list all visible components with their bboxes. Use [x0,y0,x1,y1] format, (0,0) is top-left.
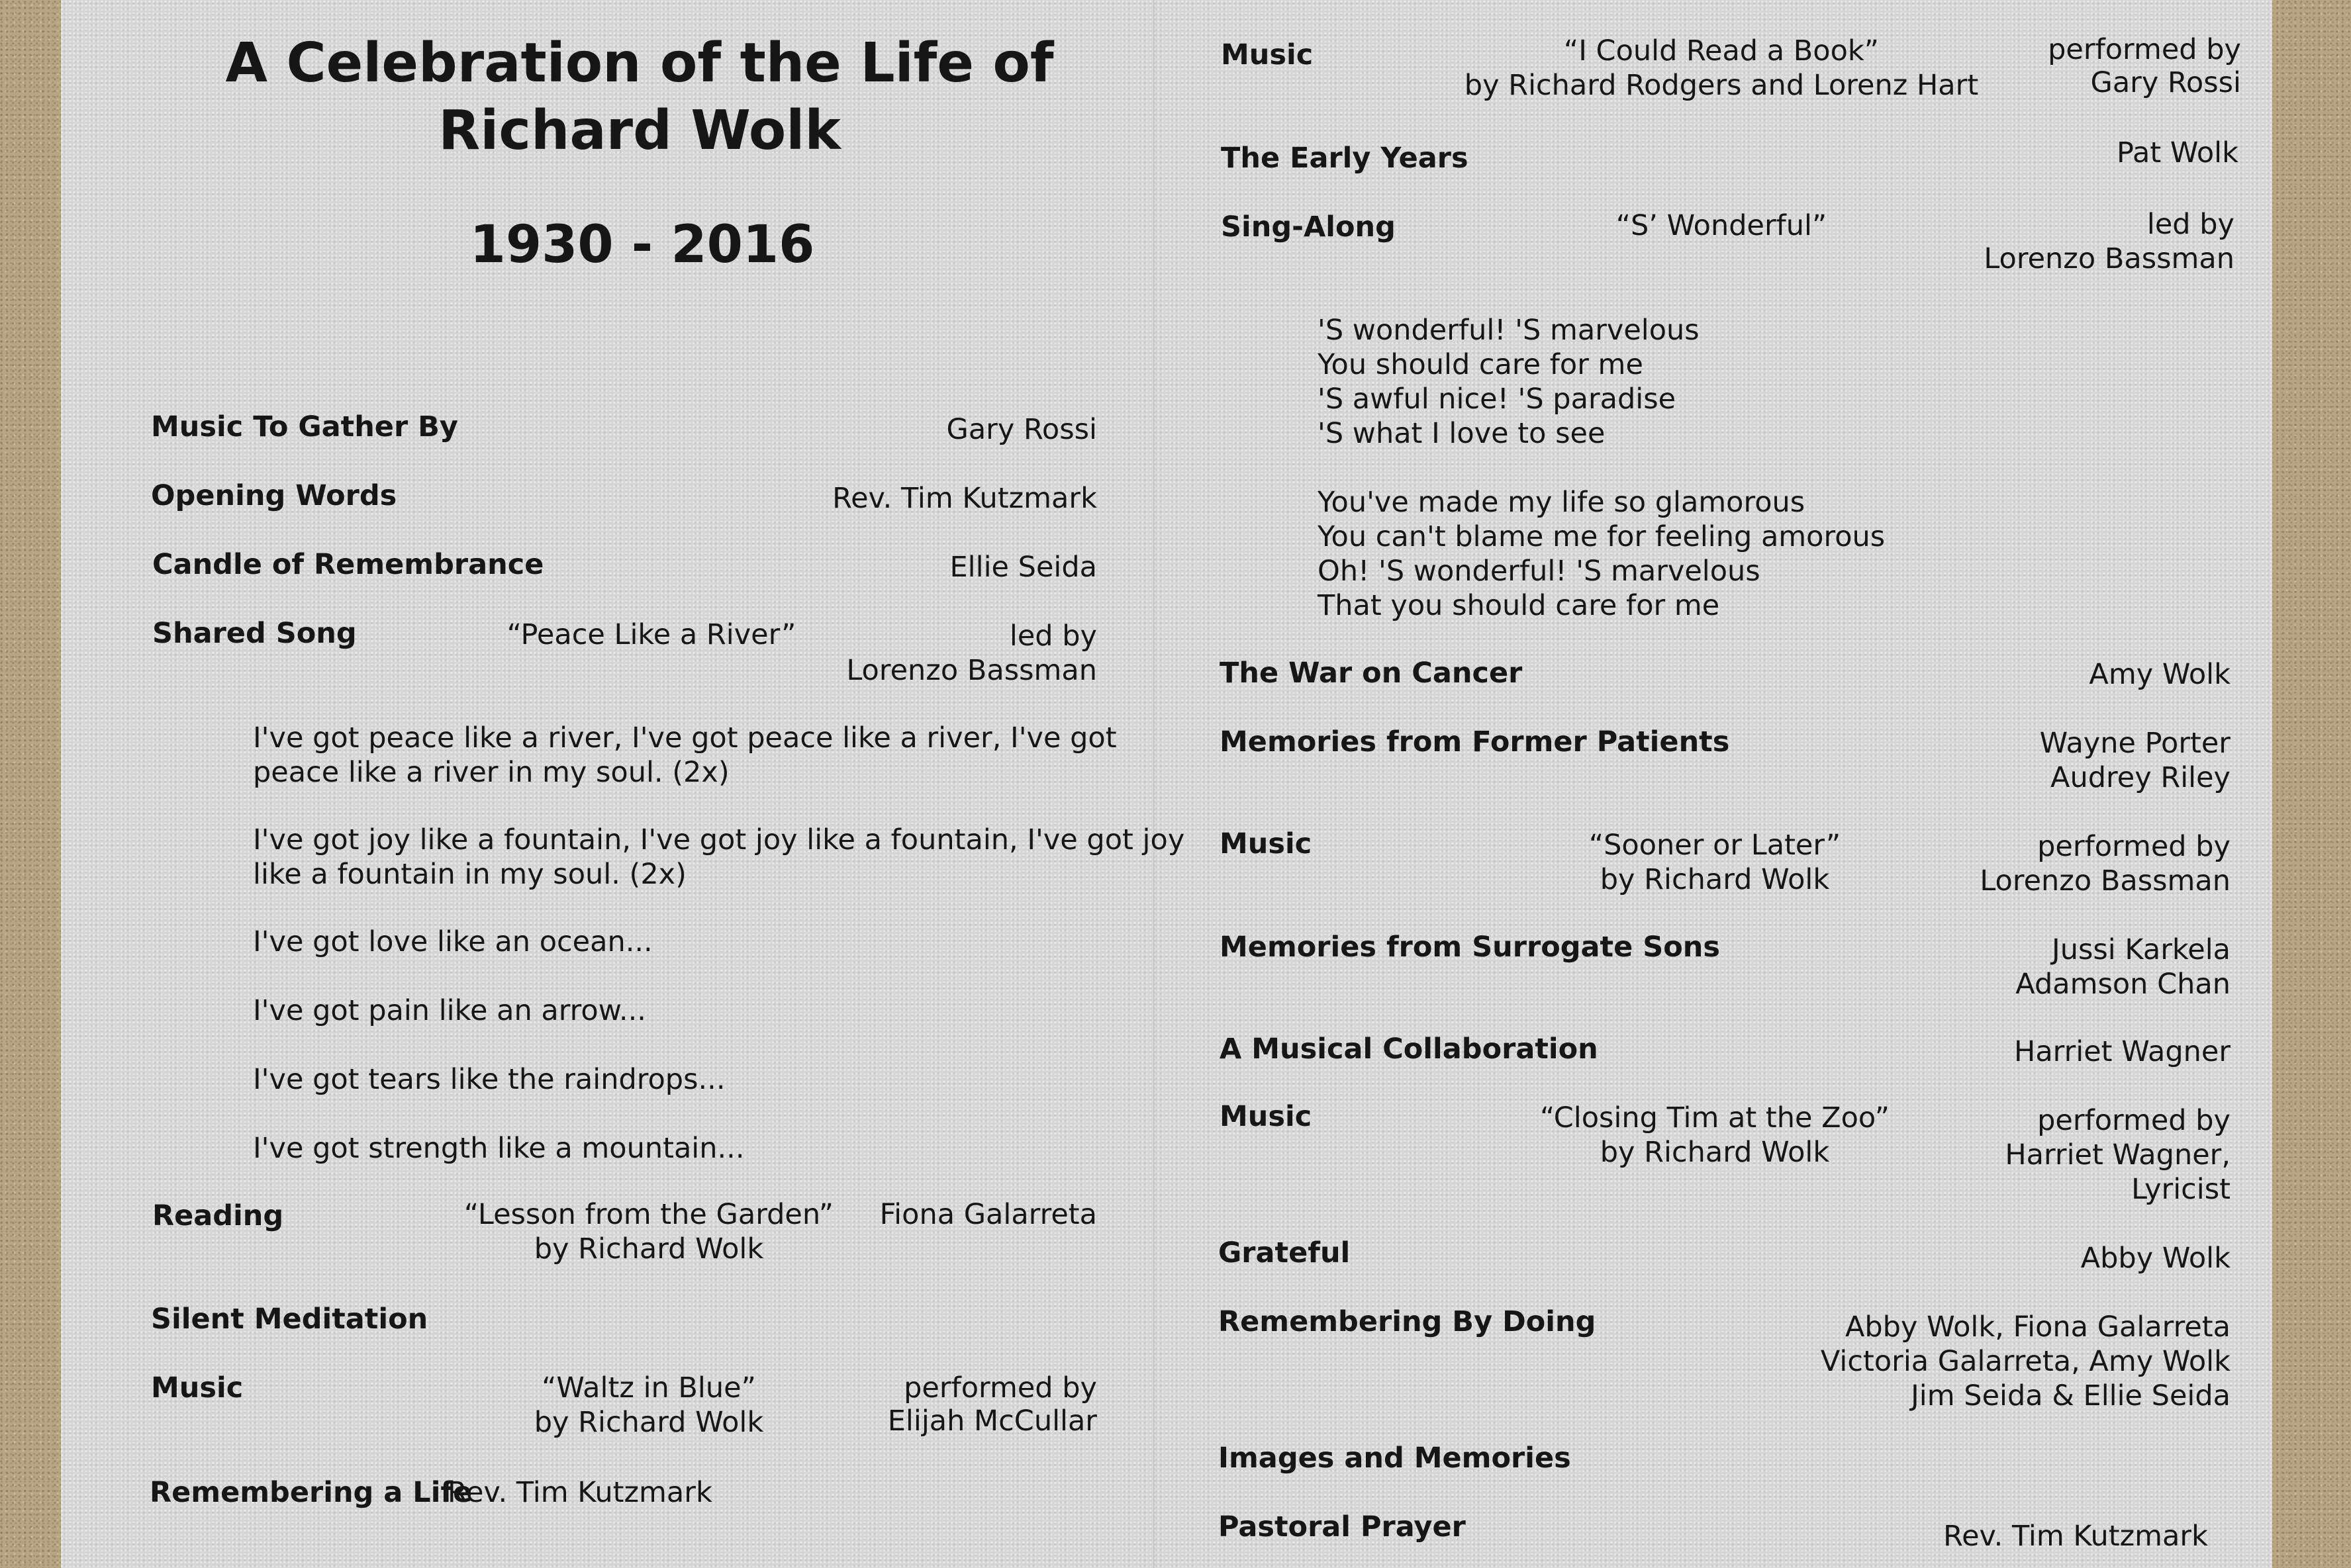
left-lyric-line: I've got joy like a fountain, I've got joy like a fountain, I've got joy [253,823,1185,856]
right-lyric-line: That you should care for me [1318,589,1720,622]
music-waltz-role: performed by [904,1371,1097,1405]
collaboration-label: A Musical Collaboration [1220,1033,1598,1066]
left-lyric-line: like a fountain in my soul. (2x) [253,858,687,891]
title-line-2: Richard Wolk [438,99,841,162]
music-zoo-person: Harriet Wagner, [2005,1138,2231,1172]
war-cancer-label: The War on Cancer [1220,657,1523,690]
remembering-doing-line: Abby Wolk, Fiona Galarreta [1845,1311,2231,1344]
early-years-person: Pat Wolk [2116,136,2238,169]
music-waltz-author: by Richard Wolk [534,1406,764,1439]
sing-along-label: Sing-Along [1221,210,1396,244]
former-patients-label: Memories from Former Patients [1220,725,1730,759]
left-lyric-line: I've got tears like the raindrops... [253,1063,726,1096]
surrogate-sons-person: Jussi Karkela [2052,933,2231,966]
music-gather-person: Gary Rossi [946,413,1097,446]
remembering-doing-label: Remembering By Doing [1218,1305,1596,1338]
early-years-label: The Early Years [1221,142,1468,175]
war-cancer-person: Amy Wolk [2089,658,2231,691]
music-sooner-author: by Richard Wolk [1600,863,1830,896]
reading-author: by Richard Wolk [534,1232,764,1266]
grateful-person: Abby Wolk [2080,1242,2231,1275]
left-lyric-line: I've got strength like a mountain... [253,1132,745,1165]
candle-label: Candle of Remembrance [152,548,544,581]
sing-along-title: “S’ Wonderful” [1615,209,1827,242]
right-lyric-line: You've made my life so glamorous [1318,486,1805,519]
left-lyric-line: I've got peace like a river, I've got peace like a river, I've got [253,721,1117,755]
right-lyric-line: You should care for me [1318,348,1643,381]
reading-person: Fiona Galarreta [879,1198,1097,1231]
left-lyric-line: I've got love like an ocean... [253,925,653,958]
shared-song-role: led by [1009,620,1097,653]
music-waltz-label: Music [151,1371,244,1405]
music-zoo-author: by Richard Wolk [1600,1136,1830,1169]
music-zoo-title: “Closing Tim at the Zoo” [1540,1101,1890,1134]
music-gather-label: Music To Gather By [151,410,458,443]
center-fold [1153,0,1155,1568]
shared-song-person: Lorenzo Bassman [846,654,1097,687]
music-book-author: by Richard Rodgers and Lorenz Hart [1464,69,1979,102]
candle-person: Ellie Seida [949,551,1097,584]
shared-song-title: “Peace Like a River” [506,618,796,651]
reading-title: “Lesson from the Garden” [463,1198,834,1231]
images-memories-label: Images and Memories [1218,1442,1571,1475]
music-zoo-role: performed by [2037,1104,2231,1137]
music-sooner-title: “Sooner or Later” [1588,829,1841,862]
former-patients-person: Wayne Porter [2039,727,2231,760]
reading-label: Reading [152,1199,284,1232]
music-book-role: performed by [2048,33,2241,66]
title-line-1: A Celebration of the Life of [225,32,1054,95]
music-sooner-person: Lorenzo Bassman [1980,864,2231,898]
music-book-label: Music [1221,38,1314,71]
right-lyric-line: 'S what I love to see [1318,417,1606,450]
opening-words-person: Rev. Tim Kutzmark [832,482,1097,515]
right-lyric-line: 'S wonderful! 'S marvelous [1318,314,1700,347]
music-sooner-label: Music [1220,827,1312,860]
surrogate-sons-person: Adamson Chan [2015,968,2231,1001]
grateful-label: Grateful [1218,1236,1351,1269]
pastoral-prayer-person: Rev. Tim Kutzmark [1943,1520,2208,1553]
music-zoo-person: Lyricist [2131,1173,2231,1206]
remembering-doing-line: Jim Seida & Ellie Seida [1911,1379,2231,1412]
remembering-life-label: Remembering a Life [150,1476,473,1509]
pastoral-prayer-label: Pastoral Prayer [1218,1510,1466,1544]
right-lyric-line: 'S awful nice! 'S paradise [1318,383,1676,416]
former-patients-person: Audrey Riley [2050,761,2231,794]
collaboration-person: Harriet Wagner [2013,1035,2231,1068]
music-zoo-label: Music [1220,1100,1312,1133]
music-book-person: Gary Rossi [2090,66,2241,99]
left-lyric-line: peace like a river in my soul. (2x) [253,756,730,789]
music-book-title: “I Could Read a Book” [1563,34,1880,68]
years: 1930 - 2016 [469,215,815,275]
surrogate-sons-label: Memories from Surrogate Sons [1220,931,1720,964]
left-lyric-line: I've got pain like an arrow... [253,994,646,1027]
shared-song-label: Shared Song [152,617,357,650]
music-sooner-role: performed by [2037,830,2231,863]
remembering-doing-line: Victoria Galarreta, Amy Wolk [1820,1345,2231,1378]
sing-along-role: led by [2146,208,2234,241]
silent-meditation-label: Silent Meditation [151,1303,428,1336]
right-lyric-line: You can't blame me for feeling amorous [1318,520,1886,553]
opening-words-label: Opening Words [151,479,397,512]
remembering-life-person: Rev. Tim Kutzmark [448,1476,712,1509]
right-lyric-line: Oh! 'S wonderful! 'S marvelous [1318,555,1760,588]
music-waltz-person: Elijah McCullar [887,1405,1097,1438]
music-waltz-title: “Waltz in Blue” [542,1371,756,1405]
sing-along-person: Lorenzo Bassman [1984,242,2234,275]
